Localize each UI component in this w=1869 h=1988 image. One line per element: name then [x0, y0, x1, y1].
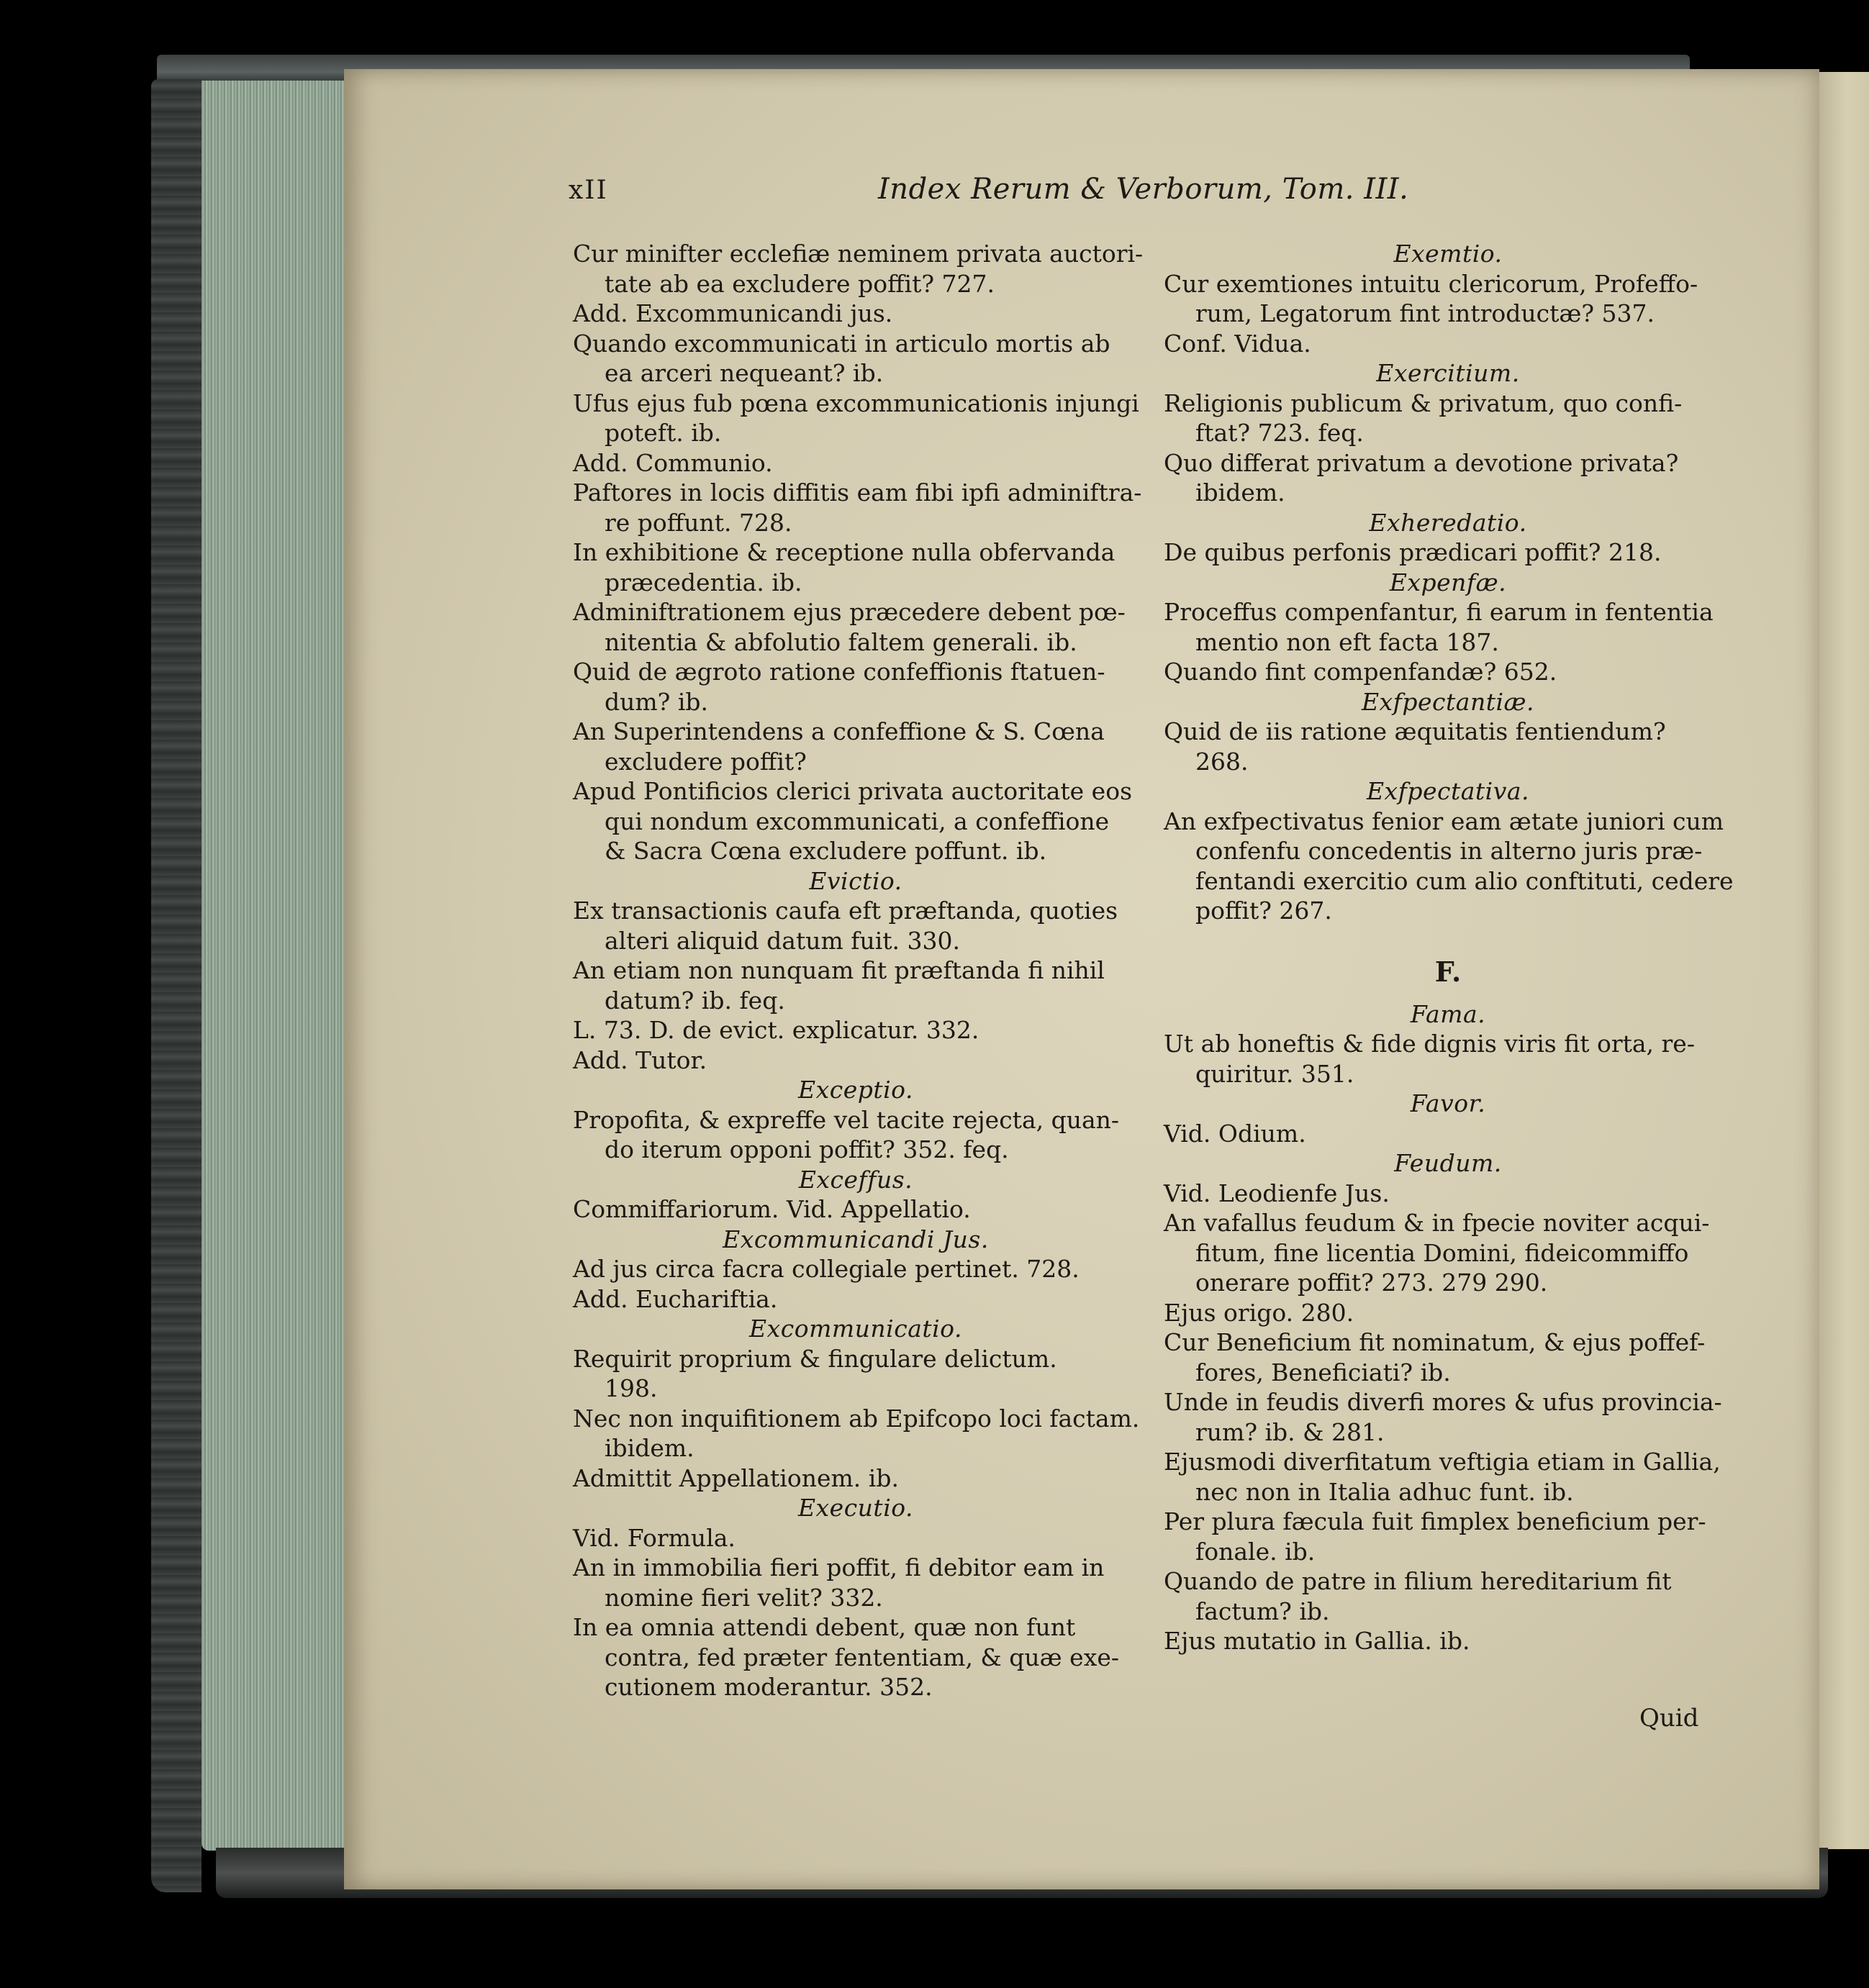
index-entry-continuation: datum? ib. feq. — [605, 986, 785, 1015]
index-entry: Paftores in locis diffitis eam fibi ipfi adminiftra- — [573, 478, 1142, 507]
index-entry: Nec non inquifitionem ab Epifcopo loci factam. — [573, 1404, 1140, 1433]
index-entry-continuation: excludere poffit? — [605, 747, 807, 776]
index-entry: Ex transactionis caufa eft præftanda, quoties — [573, 897, 1118, 925]
index-entry: Apud Pontificios clerici privata auctoritate eos — [573, 777, 1132, 805]
index-entry-continuation: ea arceri nequeant? ib. — [605, 359, 884, 387]
page-edges — [202, 81, 367, 1851]
index-entry: An exfpectivatus fenior eam ætate juniori cum — [1164, 807, 1724, 835]
index-entry: An etiam non nunquam fit præftanda fi nihil — [573, 956, 1105, 984]
index-entry: In ea omnia attendi debent, quæ non funt — [573, 1613, 1076, 1641]
index-entry: Quando de patre in filium hereditarium fit — [1164, 1567, 1672, 1595]
index-entry: Cur minifter ecclefiæ neminem privata auctori- — [573, 240, 1144, 268]
section-heading: Evictio. — [809, 866, 902, 895]
index-entry: In exhibitione & receptione nulla obfervanda — [573, 538, 1115, 566]
section-heading: Fama. — [1410, 999, 1486, 1028]
index-entry: Quid de iis ratione æquitatis fentiendum? — [1164, 717, 1666, 745]
index-entry-continuation: nomine fieri velit? 332. — [605, 1583, 883, 1612]
index-entry-continuation: fitum, fine licentia Domini, fideicommiffo — [1195, 1238, 1689, 1267]
index-entry-continuation: 198. — [605, 1374, 658, 1402]
index-entry-continuation: confenfu concedentis in alterno juris præ- — [1195, 837, 1703, 865]
index-entry: An in immobilia fieri poffit, fi debitor eam in — [573, 1553, 1105, 1581]
index-entry: Add. Euchariftia. — [573, 1284, 778, 1313]
catchword: Quid — [1639, 1704, 1699, 1733]
index-entry-continuation: onerare poffit? 273. 279 290. — [1195, 1268, 1548, 1297]
index-entry: An vafallus feudum & in fpecie noviter acqui- — [1164, 1209, 1710, 1237]
index-entry: L. 73. D. de evict. explicatur. 332. — [573, 1016, 979, 1044]
index-entry-continuation: fonale. ib. — [1195, 1537, 1316, 1566]
index-entry: Requirit proprium & fingulare delictum. — [573, 1344, 1057, 1373]
section-heading: Exemtio. — [1393, 240, 1503, 268]
section-heading: Exheredatio. — [1369, 508, 1527, 537]
index-entry: Add. Communio. — [573, 448, 773, 477]
index-entry: Vid. Odium. — [1164, 1119, 1306, 1148]
index-entry-continuation: contra, fed præter fententiam, & quæ exe- — [605, 1643, 1119, 1671]
section-heading: Exceptio. — [798, 1076, 913, 1104]
index-entry: An Superintendens a confeffione & S. Cœna — [573, 717, 1105, 745]
index-entry-continuation: 268. — [1195, 747, 1249, 776]
index-entry: Quo differat privatum a devotione privata? — [1164, 448, 1679, 477]
section-heading: Executio. — [797, 1494, 914, 1522]
facing-page-edge — [1814, 72, 1869, 1849]
index-entry: Ad jus circa facra collegiale pertinet. 728. — [573, 1255, 1080, 1283]
section-heading: Excommunicatio. — [749, 1315, 962, 1343]
index-entry: Vid. Leodienfe Jus. — [1164, 1179, 1390, 1207]
index-entry-continuation: & Sacra Cœna excludere poffunt. ib. — [605, 837, 1047, 865]
index-entry-continuation: poffit? 267. — [1195, 897, 1332, 925]
index-entry-continuation: do iterum opponi poffit? 352. feq. — [605, 1135, 1009, 1163]
right-column — [1164, 239, 1732, 1656]
index-entry: Ejus origo. 280. — [1164, 1298, 1354, 1327]
index-entry-continuation: fores, Beneficiati? ib. — [1195, 1358, 1451, 1386]
index-entry: Per plura fæcula fuit fimplex beneficium per- — [1164, 1507, 1706, 1535]
left-column — [573, 239, 1144, 1702]
section-heading: Favor. — [1410, 1089, 1486, 1117]
index-entry: Religionis publicum & privatum, quo confi- — [1164, 389, 1683, 417]
index-entry-continuation: cutionem moderantur. 352. — [605, 1673, 933, 1701]
index-entry-continuation: ibidem. — [605, 1434, 694, 1462]
section-heading: Exercitium. — [1376, 359, 1520, 387]
index-entry: Propofita, & expreffe vel tacite rejecta, quan- — [573, 1105, 1120, 1134]
section-heading: Expenfæ. — [1389, 568, 1507, 596]
index-entry-continuation: factum? ib. — [1195, 1597, 1330, 1625]
index-entry: Ejus mutatio in Gallia. ib. — [1164, 1627, 1470, 1655]
index-entry-continuation: dum? ib. — [605, 687, 709, 716]
index-entry-continuation: mentio non eft facta 187. — [1195, 627, 1499, 656]
index-entry-continuation: quiritur. 351. — [1195, 1059, 1354, 1088]
index-entry-continuation: qui nondum excommunicati, a confeffione — [605, 807, 1110, 835]
page-number: xII — [569, 176, 608, 205]
index-entry-continuation: poteft. ib. — [605, 419, 722, 447]
index-entry: Quid de ægroto ratione confeffionis ftatuen- — [573, 658, 1105, 686]
index-entry: Ufus ejus fub pœna excommunicationis injungi — [573, 389, 1139, 417]
index-entry: Adminiftrationem ejus præcedere debent pœ- — [573, 598, 1126, 626]
index-entry-continuation: ibidem. — [1195, 478, 1285, 507]
index-entry: Quando fint compenfandæ? 652. — [1164, 658, 1557, 686]
index-entry-continuation: tate ab ea excludere poffit? 727. — [605, 269, 995, 298]
section-heading: Exfpectativa. — [1366, 777, 1530, 805]
index-entry-continuation: alteri aliquid datum fuit. 330. — [605, 926, 961, 955]
index-entry-continuation: præcedentia. ib. — [605, 568, 802, 596]
index-entry: Quando excommunicati in articulo mortis ab — [573, 329, 1110, 358]
index-entry-continuation: ftat? 723. feq. — [1195, 419, 1364, 447]
index-entry: Unde in feudis diverfi mores & ufus provincia- — [1164, 1388, 1722, 1416]
index-entry: Ejusmodi diverfitatum veftigia etiam in Gallia, — [1164, 1448, 1721, 1476]
section-heading: Feudum. — [1394, 1149, 1502, 1177]
index-entry: Vid. Formula. — [573, 1523, 736, 1552]
index-entry: Cur exemtiones intuitu clericorum, Profeffo- — [1164, 269, 1698, 298]
index-entry: Ut ab honeftis & fide dignis viris fit orta, re- — [1164, 1030, 1695, 1058]
index-entry-continuation: rum, Legatorum fint introductæ? 537. — [1195, 299, 1655, 327]
index-entry: Add. Tutor. — [573, 1045, 707, 1074]
index-entry-continuation: rum? ib. & 281. — [1195, 1417, 1385, 1446]
index-entry-continuation: nitentia & abfolutio faltem generali. ib. — [605, 627, 1077, 656]
index-entry: Proceffus compenfantur, fi earum in fententia — [1164, 598, 1714, 626]
letter-heading: F. — [1434, 955, 1462, 988]
index-entry-continuation: nec non in Italia adhuc funt. ib. — [1195, 1477, 1574, 1506]
book-spine — [151, 79, 202, 1892]
section-heading: Excommunicandi Jus. — [723, 1225, 989, 1253]
section-heading: Exfpectantiæ. — [1361, 687, 1535, 716]
index-entry: Add. Excommunicandi jus. — [573, 299, 893, 327]
index-entry: Cur Beneficium fit nominatum, & ejus poffef- — [1164, 1328, 1706, 1356]
index-entry: Conf. Vidua. — [1164, 329, 1311, 358]
index-entry: Admittit Appellationem. ib. — [573, 1463, 899, 1492]
running-header: Index Rerum & Verborum, Tom. III. — [878, 173, 1409, 206]
index-entry-continuation: re poffunt. 728. — [605, 508, 792, 537]
index-entry: De quibus perfonis prædicari poffit? 218. — [1164, 538, 1662, 566]
section-heading: Exceffus. — [798, 1165, 913, 1194]
index-entry: Commiffariorum. Vid. Appellatio. — [573, 1195, 971, 1223]
index-entry-continuation: fentandi exercitio cum alio conftituti, cedere — [1195, 866, 1734, 895]
